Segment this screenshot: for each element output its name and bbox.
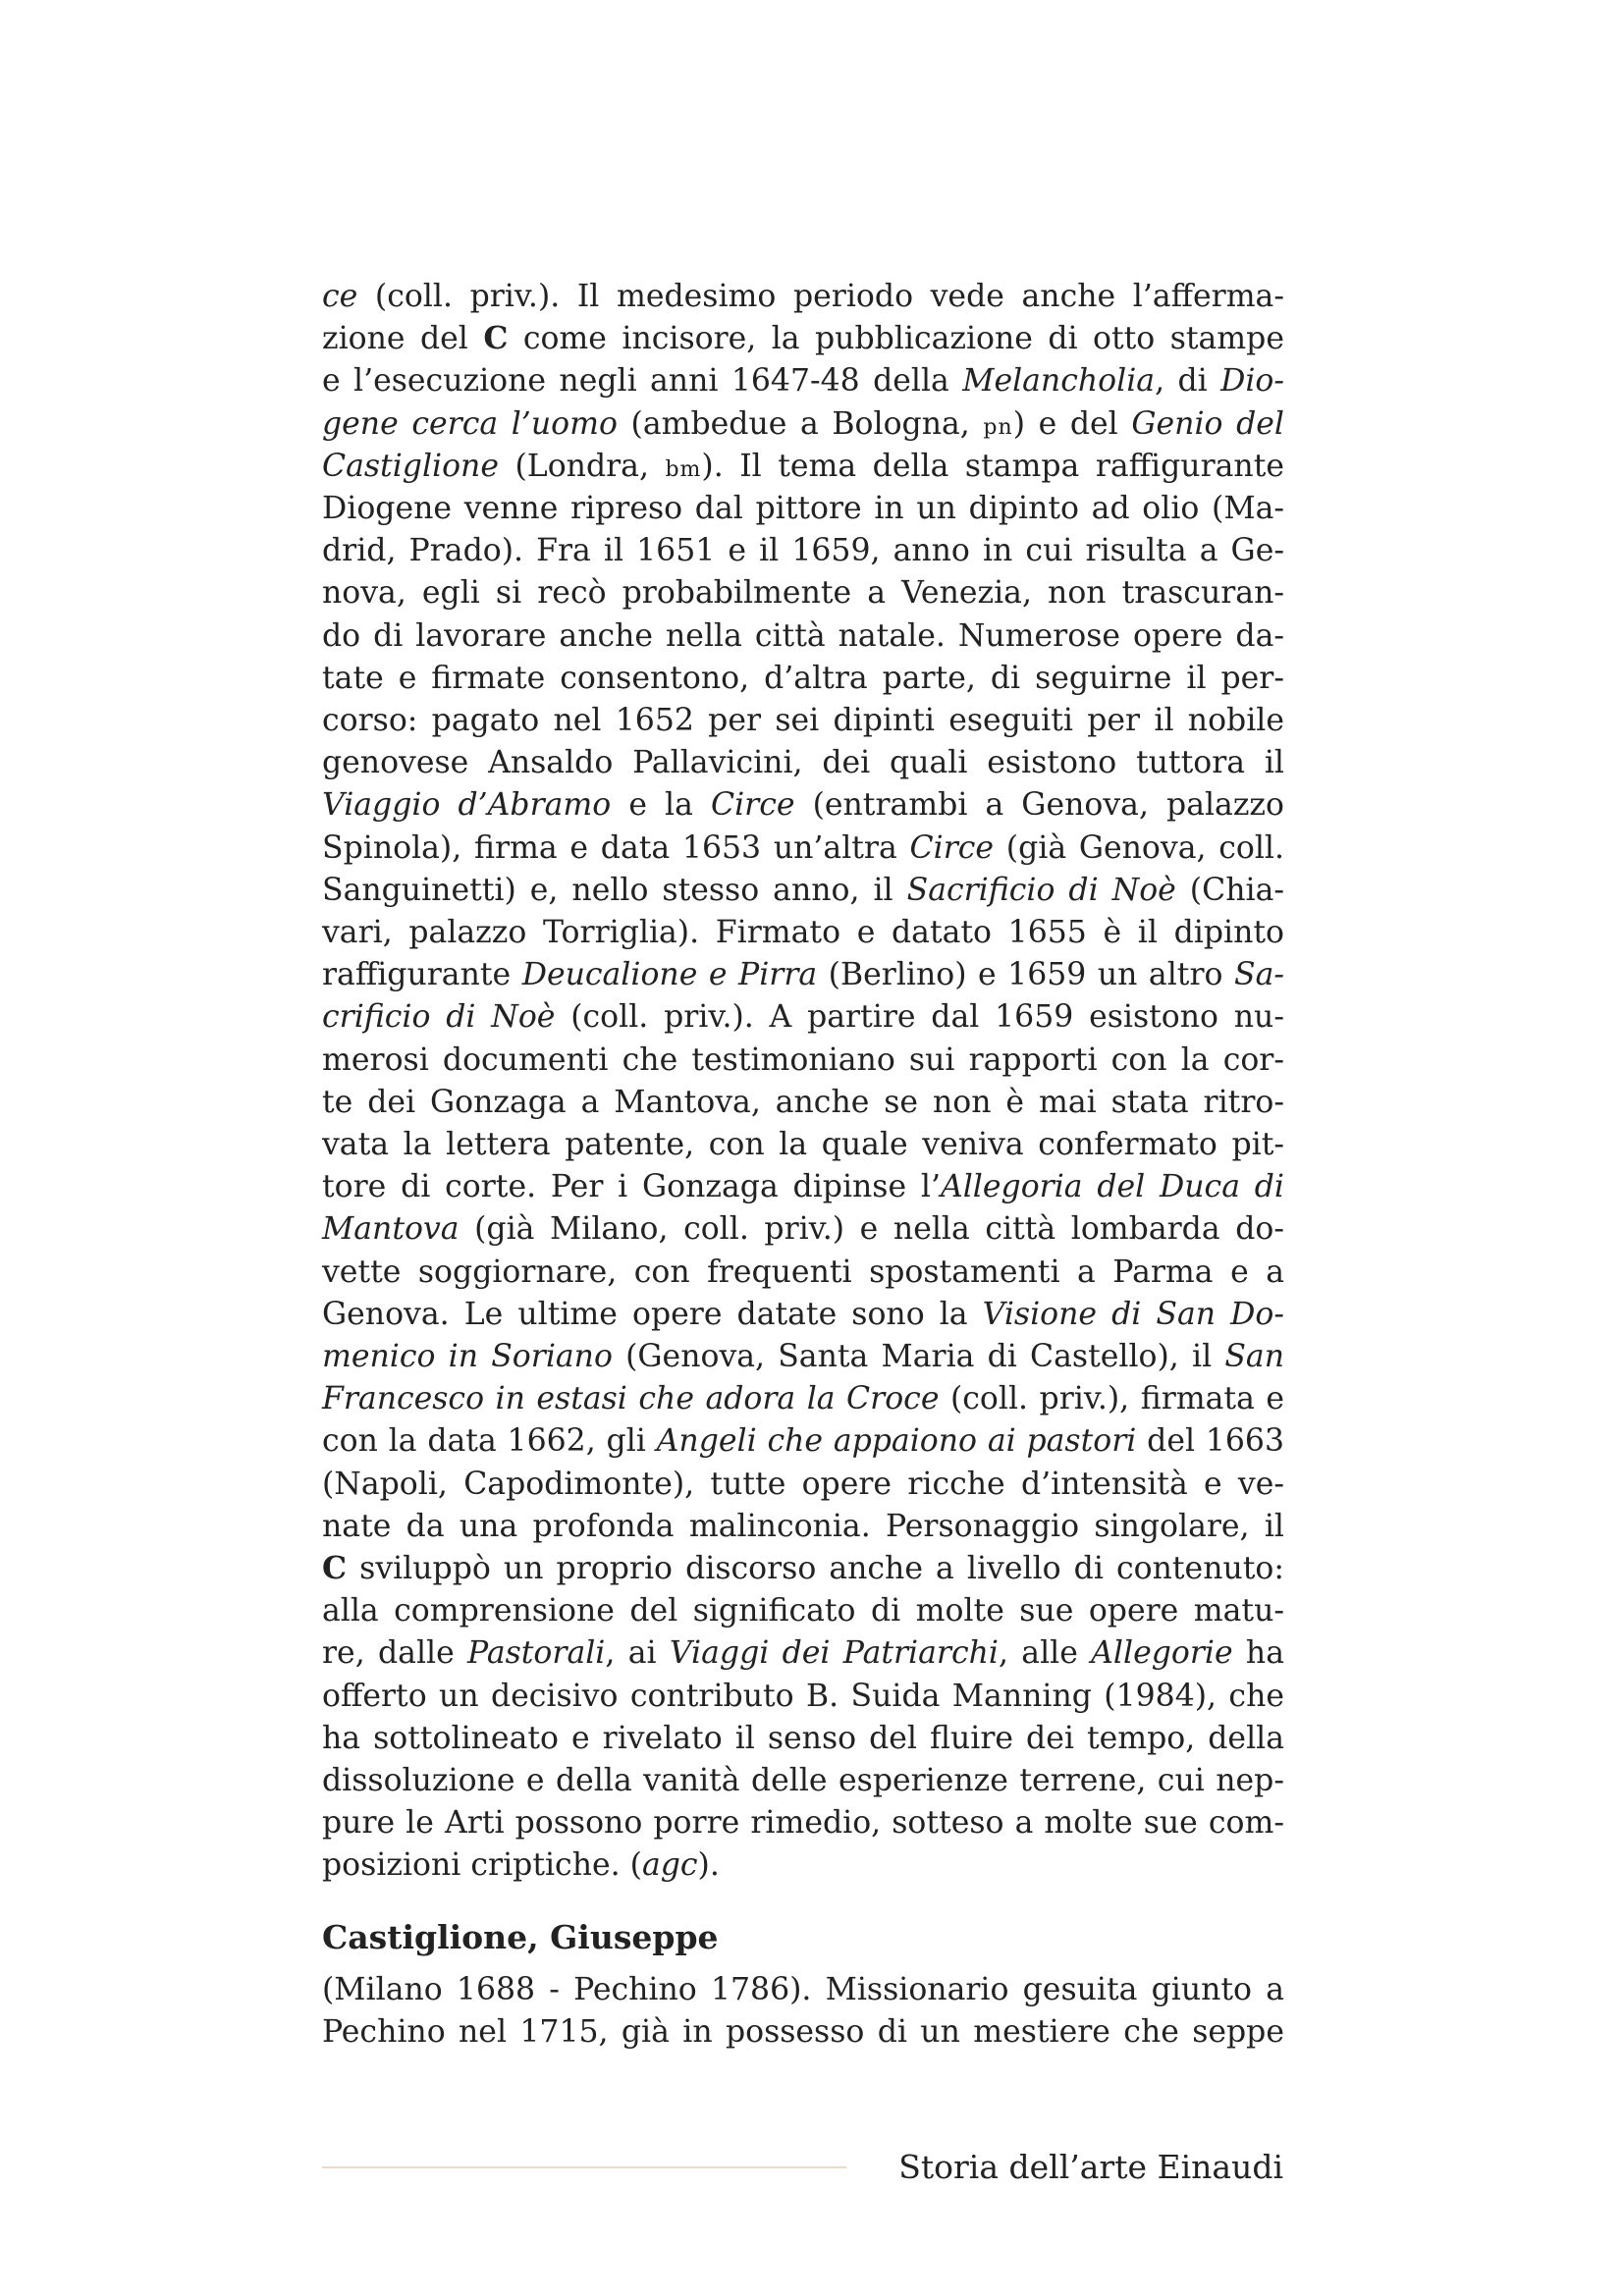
text-run: pn	[983, 414, 1013, 440]
text-run: Circe	[710, 787, 795, 824]
text-run: con la data 1662, gli	[322, 1423, 657, 1460]
text-line	[322, 1039, 1284, 1082]
text-run: ce	[322, 279, 358, 314]
text-line	[322, 911, 1284, 954]
text-run: tate e firmate consentono, d’altra parte, di seguirne il per-	[322, 660, 1284, 696]
text-run: raffigurante	[322, 957, 522, 993]
text-run: dissoluzione e della vanità delle esperienze terrene, cui nep-	[322, 1763, 1284, 1798]
text-run: Sa-	[1233, 957, 1284, 993]
text-run: C	[483, 320, 509, 357]
text-run: nova, egli si recò probabilmente a Venezia, non trascuran-	[322, 575, 1284, 612]
text-line	[322, 1843, 1284, 1887]
text-line	[322, 402, 1284, 446]
text-run: ) e del	[1012, 405, 1132, 442]
text-run: (entrambi a Genova, palazzo	[794, 787, 1284, 824]
text-line	[322, 2010, 1284, 2054]
text-line	[322, 1377, 1284, 1420]
text-run: Mantova	[322, 1211, 460, 1248]
text-run: , alle	[998, 1635, 1092, 1672]
text-run: nate da una profonda malinconia. Personaggio singolare, il	[322, 1508, 1284, 1544]
text-run: (Berlino) e 1659 un altro	[817, 957, 1234, 993]
text-line	[322, 1547, 1284, 1590]
text-line	[322, 1123, 1284, 1166]
text-line	[322, 445, 1284, 488]
text-line	[322, 1165, 1284, 1208]
text-line	[322, 1759, 1284, 1802]
text-run: San	[1224, 1339, 1284, 1374]
text-run: Sanguinetti) e, nello stesso anno, il	[322, 872, 907, 908]
text-run: C	[322, 1550, 348, 1586]
text-line	[322, 1251, 1284, 1294]
footer-rule	[322, 2166, 846, 2168]
text-run: re, dalle	[322, 1635, 468, 1672]
text-run: Francesco in estasi che adora la Croce	[322, 1381, 940, 1417]
text-run: gene cerca l’uomo	[322, 405, 618, 442]
text-run: (coll. priv.). Il medesimo periodo vede anche l’afferma-	[357, 279, 1284, 314]
text-run: agc	[641, 1847, 698, 1884]
text-run: (Napoli, Capodimonte), tutte opere ricche d’intensità e ve-	[322, 1466, 1284, 1502]
text-run: bm	[665, 456, 702, 482]
text-run: (Genova, Santa Maria di Castello), il	[612, 1339, 1225, 1374]
text-run: zione del	[322, 321, 484, 357]
text-run: , ai	[605, 1635, 670, 1672]
text-run: Visione di San Do-	[982, 1296, 1284, 1332]
text-line	[322, 1801, 1284, 1844]
text-run: Melancholia	[962, 363, 1156, 400]
text-run: vari, palazzo Torriglia). Firmato e datato 1655 è il dipinto	[322, 915, 1284, 950]
text-run: (coll. priv.), firmata e	[939, 1381, 1284, 1417]
text-run: ). Il tema della stampa raffigurante	[701, 448, 1284, 484]
text-run: merosi documenti che testimoniano sui rapporti con la cor-	[322, 1041, 1284, 1078]
text-run: crificio di Noè	[322, 999, 556, 1036]
text-line	[322, 657, 1284, 700]
text-line	[322, 699, 1284, 742]
text-line	[322, 1335, 1284, 1378]
text-run: genovese Ansaldo Pallavicini, dei quali esistono tuttora il	[322, 745, 1284, 781]
text-run: Pastorali	[467, 1635, 606, 1672]
text-run: (già Milano, coll. priv.) e nella città lombarda do-	[459, 1211, 1284, 1248]
text-line	[322, 1675, 1284, 1718]
text-line	[322, 783, 1284, 827]
text-line	[322, 1463, 1284, 1506]
text-line	[322, 529, 1284, 572]
text-line	[322, 1207, 1284, 1251]
text-run: Sacrificio di Noè	[906, 872, 1176, 908]
text-run: come incisore, la pubblicazione di otto stampe	[508, 321, 1284, 357]
text-line	[322, 1589, 1284, 1632]
text-run: do di lavorare anche nella città natale. Numerose opere da-	[322, 617, 1284, 654]
text-run: (Milano 1688 - Pechino 1786). Missionario gesuita giunto a	[322, 1972, 1284, 2007]
text-run: e l’esecuzione negli anni 1647-48 della	[322, 363, 963, 400]
text-run: drid, Prado). Fra il 1651 e il 1659, anno in cui risulta a Ge-	[322, 533, 1284, 569]
text-run: pure le Arti possono porre rimedio, sotteso a molte sue com-	[322, 1805, 1284, 1842]
text-run: Castiglione	[322, 448, 499, 484]
text-run: corso: pagato nel 1652 per sei dipinti eseguiti per il nobile	[322, 703, 1284, 738]
text-line	[322, 1717, 1284, 1760]
text-run: posizioni criptiche. (	[322, 1847, 642, 1884]
text-line	[322, 571, 1284, 614]
text-line	[322, 275, 1284, 318]
text-line	[322, 1505, 1284, 1548]
text-line	[322, 869, 1284, 912]
text-line	[322, 1081, 1284, 1124]
text-run: vette soggiornare, con frequenti spostamenti a Parma e a	[322, 1254, 1284, 1290]
text-run: Allegorie	[1091, 1635, 1233, 1672]
text-run: ha	[1232, 1635, 1284, 1672]
text-run: tore di corte. Per i Gonzaga dipinse l’	[322, 1169, 941, 1205]
text-line	[322, 827, 1284, 870]
text-run: (coll. priv.). A partire dal 1659 esistono nu-	[555, 999, 1284, 1036]
text-line	[322, 995, 1284, 1039]
text-run: Angeli che appaiono ai pastori	[656, 1423, 1137, 1460]
entry-heading: Castiglione, Giuseppe	[322, 1918, 719, 1956]
text-run: ).	[697, 1847, 720, 1884]
text-run: ha sottolineato e rivelato il senso del fluire dei tempo, della	[322, 1720, 1284, 1756]
text-run: Allegoria del Duca di	[940, 1169, 1285, 1205]
text-line	[322, 1419, 1284, 1463]
text-run: sviluppò un proprio discorso anche a livello di contenuto:	[347, 1551, 1284, 1586]
text-run: , di	[1155, 363, 1221, 400]
text-run: Viaggi dei Patriarchi	[669, 1635, 999, 1672]
footer-title: Storia dell’arte Einaudi	[898, 2148, 1283, 2186]
text-run: vata la lettera patente, con la quale veniva confermato pit-	[322, 1127, 1284, 1162]
text-run: del 1663	[1136, 1423, 1285, 1460]
text-line	[322, 1293, 1284, 1336]
text-run: Diogene venne ripreso dal pittore in un dipinto ad olio (Ma-	[322, 491, 1284, 526]
text-line	[322, 741, 1284, 784]
text-run: Spinola), firma e data 1653 un’altra	[322, 829, 910, 866]
text-run: Deucalione e Pirra	[521, 957, 818, 993]
text-line	[322, 1631, 1284, 1675]
text-run: Genio del	[1131, 405, 1284, 442]
text-run: Viaggio d’Abramo	[322, 787, 612, 824]
text-line	[322, 1968, 1284, 2011]
text-run: (Londra,	[499, 448, 666, 484]
text-run: e la	[611, 787, 711, 824]
text-run: alla comprensione del significato di molte sue opere matu-	[322, 1593, 1284, 1629]
text-line	[322, 953, 1284, 996]
text-run: te dei Gonzaga a Mantova, anche se non è mai stata ritro-	[322, 1084, 1284, 1120]
text-run: Dio-	[1220, 363, 1285, 400]
text-line	[322, 487, 1284, 530]
text-line	[322, 614, 1284, 658]
text-line	[322, 317, 1284, 360]
text-run: offerto un decisivo contributo B. Suida Manning (1984), che	[322, 1678, 1284, 1714]
text-run: Genova. Le ultime opere datate sono la	[322, 1296, 983, 1332]
text-line	[322, 359, 1284, 402]
text-run: (già Genova, coll.	[994, 829, 1284, 866]
text-run: Pechino nel 1715, già in possesso di un mestiere che seppe	[322, 2014, 1284, 2051]
text-run: (ambedue a Bologna,	[617, 405, 984, 442]
text-run: (Chia-	[1175, 872, 1284, 908]
text-run: Circe	[909, 829, 995, 866]
text-run: menico in Soriano	[322, 1339, 613, 1374]
